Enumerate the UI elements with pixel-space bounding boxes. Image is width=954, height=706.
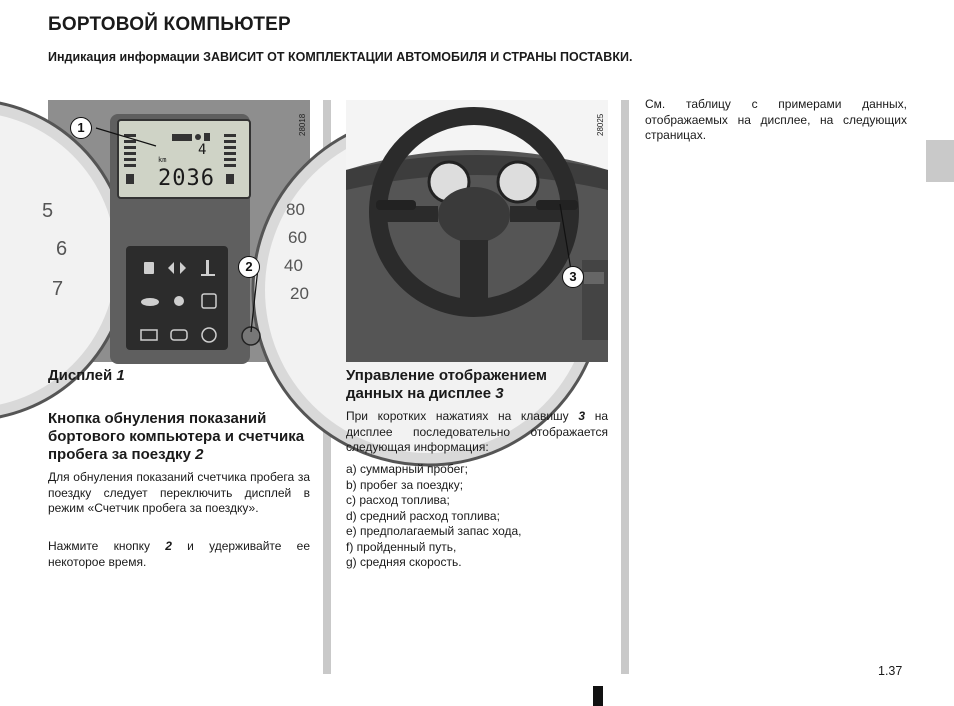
reset-heading bbox=[48, 410, 310, 464]
list-item: b) пробег за поездку; bbox=[346, 477, 464, 492]
column-divider-2 bbox=[621, 100, 629, 674]
page-edge-marker bbox=[593, 686, 603, 706]
hold-text-post: и удерживайте ее некоторое время. bbox=[48, 539, 310, 569]
figure-instrument-cluster bbox=[42, 100, 310, 362]
intro-key-number: 3 bbox=[578, 409, 586, 423]
intro-text-post: на дисплее последовательно отображается следующая информация: bbox=[346, 409, 608, 454]
figure-steering-wheel bbox=[346, 100, 608, 362]
gauge-right-80: 80 bbox=[286, 200, 305, 219]
gauge-left-7: 7 bbox=[52, 278, 64, 300]
display-control-intro bbox=[346, 409, 608, 456]
hold-button-paragraph bbox=[48, 539, 310, 570]
gauge-right-20: 20 bbox=[290, 284, 309, 303]
list-item: c) расход топлива; bbox=[346, 493, 450, 507]
intro-text-pre: При коротких нажатиях на клавишу bbox=[346, 409, 569, 423]
display-control-heading-number: 3 bbox=[495, 385, 504, 402]
figure-code: 28018 bbox=[298, 113, 307, 136]
instrument-cluster-illustration bbox=[48, 100, 310, 362]
steering-wheel-illustration bbox=[346, 100, 608, 362]
lcd-main-value: 2036 bbox=[158, 166, 215, 191]
list-item: g) средняя скорость. bbox=[346, 555, 462, 569]
lcd-small-value: 4 bbox=[198, 142, 207, 158]
table-reference-text: См. таблицу с примерами данных, отображаемых на дисплее, на следующих страницах. bbox=[645, 97, 907, 142]
page-number: 1.37 bbox=[878, 664, 903, 678]
callout-3: 3 bbox=[562, 266, 584, 288]
reset-heading-number: 2 bbox=[195, 446, 204, 463]
display-control-heading bbox=[346, 367, 608, 403]
display-heading bbox=[48, 367, 310, 385]
list-item: f) пройденный путь, bbox=[346, 539, 457, 554]
gauge-left-5: 5 bbox=[42, 200, 54, 222]
display-control-heading-text: Управление отображением данных на дисплее bbox=[346, 367, 547, 402]
lcd-unit: km bbox=[158, 156, 167, 164]
figure-code: 28025 bbox=[596, 113, 605, 136]
hold-button-number: 2 bbox=[165, 539, 172, 553]
display-info-list bbox=[346, 462, 608, 571]
gauge-left-6: 6 bbox=[56, 238, 68, 260]
callout-2: 2 bbox=[238, 256, 260, 278]
display-heading-number: 1 bbox=[116, 367, 125, 384]
reset-heading-text: Кнопка обнуления показаний бортового компьютера и счетчика пробега за поездку bbox=[48, 410, 305, 463]
side-tab bbox=[926, 140, 954, 182]
page-subtitle: Индикация информации ЗАВИСИТ ОТ КОМПЛЕКТАЦИИ АВТОМОБИЛЯ И СТРАНЫ ПОСТАВКИ. bbox=[48, 50, 633, 64]
reset-paragraph: Для обнуления показаний счетчика пробега за поездку следует переключить дисплей в режим «Счетчик пробега за поездку». bbox=[48, 470, 310, 515]
hold-text-pre: Нажмите кнопку bbox=[48, 539, 151, 553]
list-item: a) суммарный пробег; bbox=[346, 462, 468, 476]
gauge-right-60: 60 bbox=[288, 228, 307, 247]
gauge-right-40: 40 bbox=[284, 256, 303, 275]
list-item: e) предполагаемый запас хода, bbox=[346, 524, 522, 538]
page-title: БОРТОВОЙ КОМПЬЮТЕР bbox=[48, 14, 291, 35]
callout-1: 1 bbox=[70, 117, 92, 139]
display-heading-text: Дисплей bbox=[48, 367, 113, 384]
list-item: d) средний расход топлива; bbox=[346, 508, 500, 523]
